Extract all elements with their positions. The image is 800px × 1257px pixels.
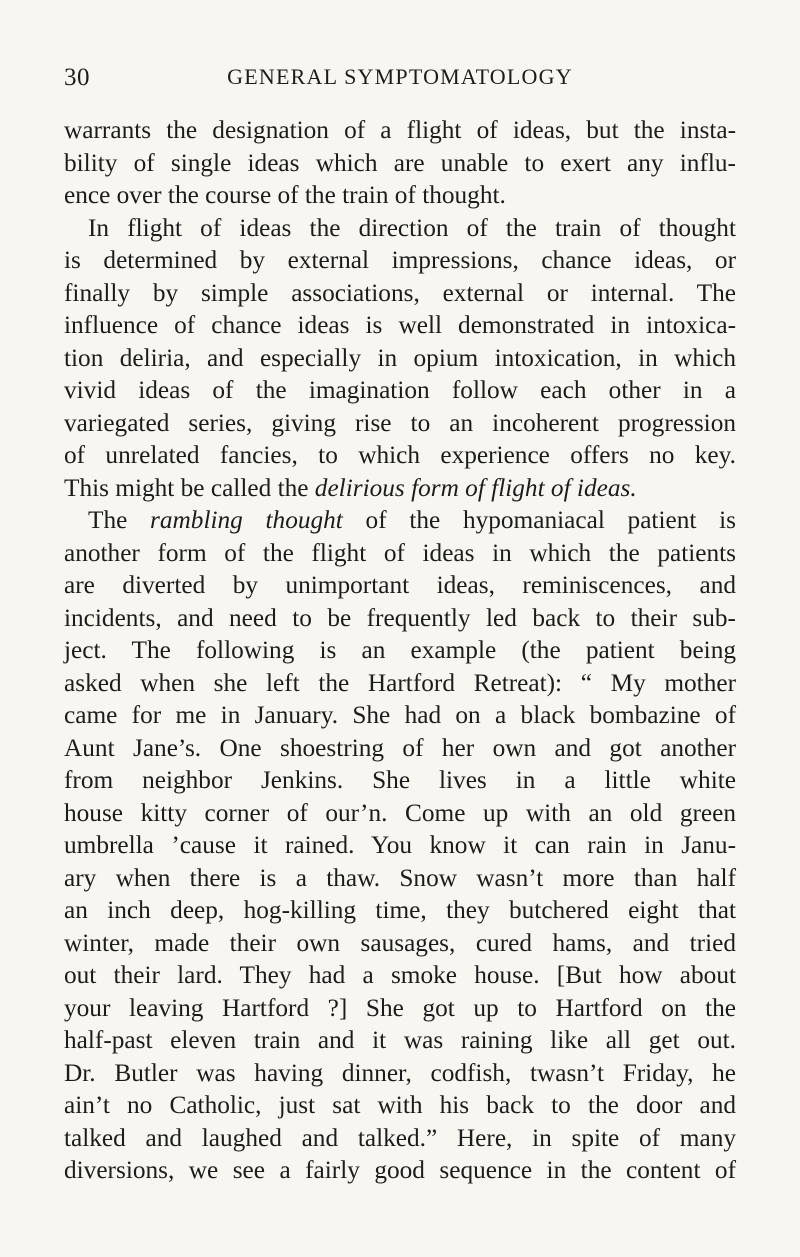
text-line: winter, made their own sausages, cured hams, and tried (64, 928, 736, 957)
text-line: another form of the flight of ideas in which the patients (64, 538, 736, 567)
page-number: 30 (64, 64, 90, 91)
text-line: variegated series, giving rise to an incoherent progression (64, 408, 736, 437)
body-text (64, 114, 736, 1187)
text-line: from neighbor Jenkins. She lives in a little white (64, 766, 736, 794)
italic-phrase: rambling thought (150, 506, 343, 534)
text-line: finally by simple associations, external or internal. The (64, 278, 736, 307)
page-header (64, 64, 736, 94)
text-line: tion deliria, and especially in opium intoxication, in which (64, 343, 736, 372)
text-line: In flight of ideas the direction of the train of thought (88, 213, 736, 242)
text-line (64, 504, 736, 537)
text-line: house kitty corner of our’n. Come up with an old green (64, 798, 736, 827)
text-line: half-past eleven train and it was raining like all get out. (64, 1026, 736, 1054)
text-line: is determined by external impressions, chance ideas, or (64, 246, 736, 274)
text-run: of the hypomaniacal patient is (342, 506, 736, 534)
text-line: an inch deep, hog-killing time, they butchered eight that (64, 896, 736, 924)
text-run: The (88, 506, 151, 534)
running-title: GENERAL SYMPTOMATOLOGY (227, 64, 573, 89)
text-line: out their lard. They had a smoke house. [But how about (64, 961, 736, 989)
text-line: bility of single ideas which are unable to exert any influ- (64, 148, 736, 177)
text-line: of unrelated fancies, to which experience offers no key. (64, 441, 736, 469)
text-line: influence of chance ideas is well demonstrated in intoxica- (64, 311, 736, 339)
italic-phrase: delirious form of flight of ideas. (314, 473, 637, 502)
text-line: ain’t no Catholic, just sat with his back to the door and (64, 1091, 736, 1119)
text-line: Dr. Butler was having dinner, codfish, twasn’t Friday, he (64, 1058, 736, 1087)
text-line: Aunt Jane’s. One shoestring of her own and got another (64, 733, 736, 762)
text-line: talked and laughed and talked.” Here, in spite of many (64, 1123, 736, 1152)
text-line: ence over the course of the train of thought. (64, 181, 506, 209)
text-line: asked when she left the Hartford Retreat): “ My mother (64, 668, 736, 697)
text-line: vivid ideas of the imagination follow each other in a (64, 376, 736, 404)
text-run: This might be called the (64, 473, 315, 502)
text-line: ject. The following is an example (the patient being (64, 636, 736, 664)
text-line (64, 472, 736, 505)
text-line: came for me in January. She had on a black bombazine of (64, 701, 736, 729)
text-line: umbrella ’cause it rained. You know it can rain in Janu- (64, 831, 736, 859)
text-line: warrants the designation of a flight of ideas, but the insta- (64, 116, 736, 144)
text-line: incidents, and need to be frequently led back to their sub- (64, 603, 736, 632)
text-line: your leaving Hartford ?] She got up to Hartford on the (64, 993, 736, 1022)
text-line: are diverted by unimportant ideas, reminiscences, and (64, 571, 736, 599)
text-line: ary when there is a thaw. Snow wasn’t more than half (64, 863, 736, 892)
text-line: diversions, we see a fairly good sequence in the content of (64, 1156, 736, 1184)
